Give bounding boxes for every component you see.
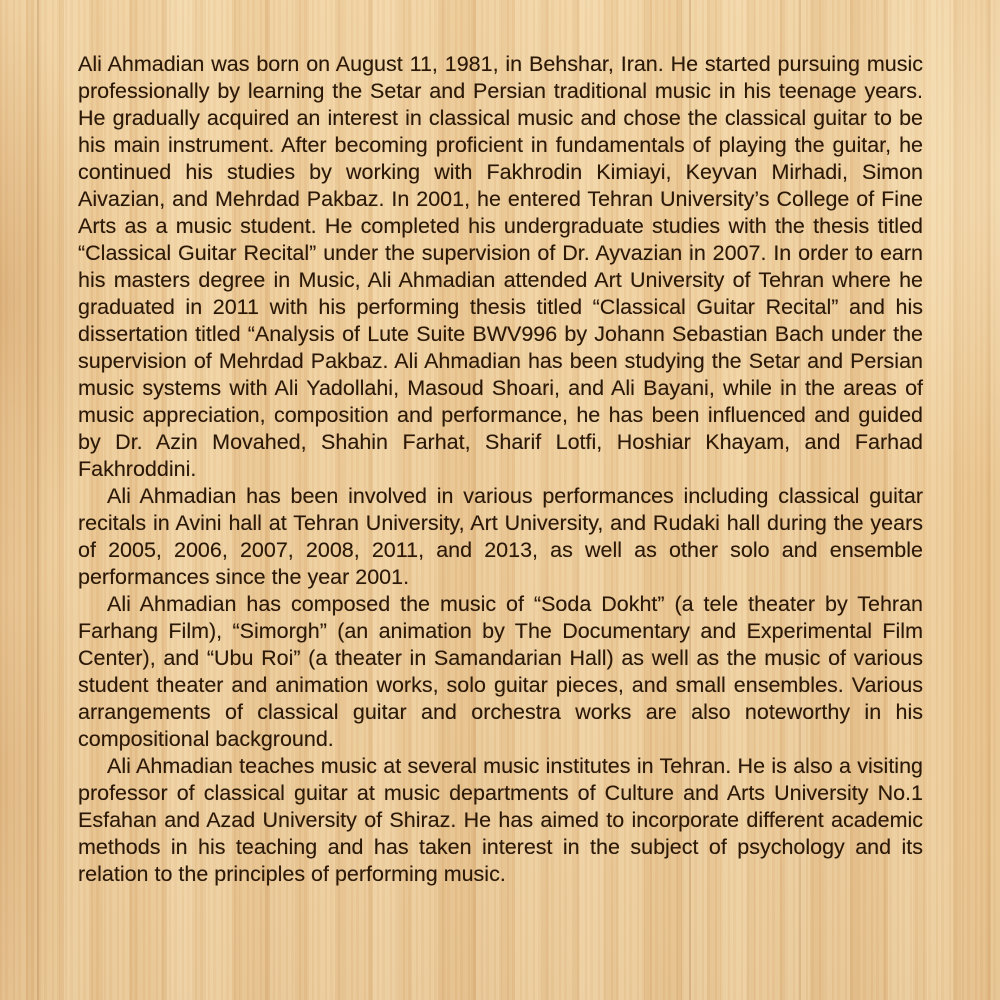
bio-paragraph-performances: Ali Ahmadian has been involved in various performances including classical guitar recitals in Avini hall at Tehran University, Art University, and Rudaki hall during the years of 2005, 2006, 2007, 2008, 2011, and 2013, as well as other solo and ensemble performances since the year 2001. [78, 484, 923, 589]
biography-text [78, 51, 923, 888]
bio-paragraph-teaching: Ali Ahmadian teaches music at several music institutes in Tehran. He is also a visiting professor of classical guitar at music departments of Culture and Arts University No.1 Esfahan and Azad University of Shiraz. He has aimed to incorporate different academic methods in his teaching and has taken interest in the subject of psychology and its relation to the principles of performing music. [78, 754, 923, 886]
bio-paragraph-early-life: Ali Ahmadian was born on August 11, 1981, in Behshar, Iran. He started pursuing music professionally by learning the Setar and Persian traditional music in his teenage years. He gradually acquired an interest in classical music and chose the classical guitar to be his main instrument. After becoming proficient in fundamentals of playing the guitar, he continued his studies by working with Fakhrodin Kimiayi, Keyvan Mirhadi, Simon Aivazian, and Mehrdad Pakbaz. In 2001, he entered Tehran University’s College of Fine Arts as a music student. He completed his undergraduate studies with the thesis titled “Classical Guitar Recital” under the supervision of Dr. Ayvazian in 2007. In order to earn his masters degree in Music, Ali Ahmadian attended Art University of Tehran where he graduated in 2011 with his performing thesis titled “Classical Guitar Recital” and his dissertation titled “Analysis of Lute Suite BWV996 by Johann Sebastian Bach under the supervision of Mehrdad Pakbaz. Ali Ahmadian has been studying the Setar and Persian music systems with Ali Yadollahi, Masoud Shoari, and Ali Bayani, while in the areas of music appreciation, composition and performance, he has been influenced and guided by Dr. Azin Movahed, Shahin Farhat, Sharif Lotfi, Hoshiar Khayam, and Farhad Fakhroddini. [78, 52, 923, 481]
bio-paragraph-compositions: Ali Ahmadian has composed the music of “Soda Dokht” (a tele theater by Tehran Farhang Film), “Simorgh” (an animation by The Documentary and Experimental Film Center), and “Ubu Roi” (a theater in Samandarian Hall) as well as the music of various student theater and animation works, solo guitar pieces, and small ensembles. Various arrangements of classical guitar and orchestra works are also noteworthy in his compositional background. [78, 592, 923, 751]
